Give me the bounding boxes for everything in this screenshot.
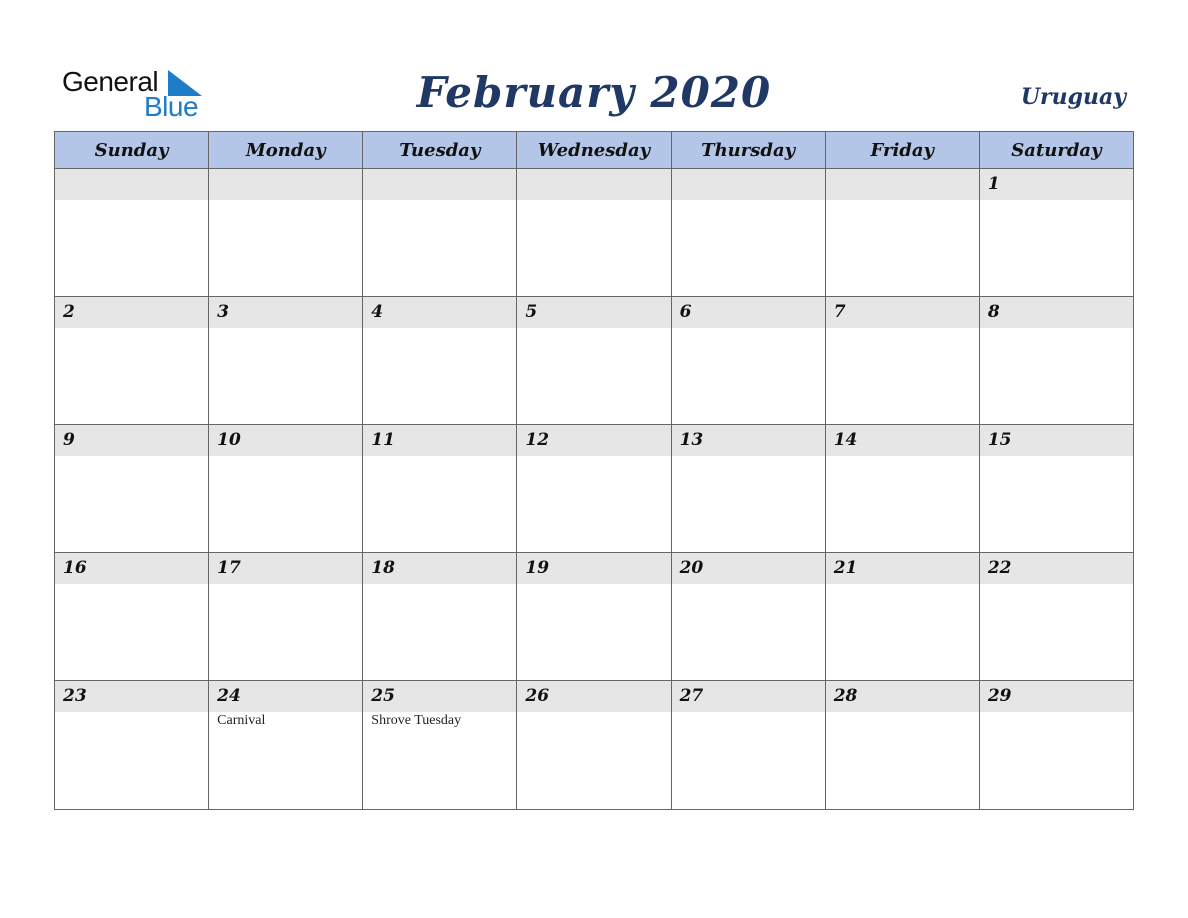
calendar-weeks xyxy=(55,169,1133,810)
day-cell xyxy=(826,297,980,424)
day-cell xyxy=(209,169,363,296)
day-number: 27 xyxy=(679,686,704,706)
day-number-band xyxy=(55,553,208,584)
day-number-band xyxy=(517,681,670,712)
day-number-band xyxy=(980,553,1133,584)
day-number: 6 xyxy=(679,302,692,322)
day-number-band xyxy=(55,169,208,200)
day-cell xyxy=(826,553,980,680)
day-cell xyxy=(826,681,980,810)
day-cell xyxy=(826,169,980,296)
day-number-band xyxy=(363,425,516,456)
day-cell xyxy=(209,425,363,552)
day-number: 15 xyxy=(987,430,1012,450)
week-row xyxy=(55,297,1133,425)
weekday-header-friday: Friday xyxy=(826,132,980,168)
day-cell xyxy=(980,297,1133,424)
day-number-band xyxy=(980,297,1133,328)
day-cell xyxy=(980,553,1133,680)
weekday-header-tuesday: Tuesday xyxy=(363,132,517,168)
day-cell xyxy=(672,553,826,680)
day-cell xyxy=(980,681,1133,810)
day-number: 13 xyxy=(679,430,704,450)
day-number-band xyxy=(55,681,208,712)
logo-text-general: General xyxy=(62,66,159,97)
week-row xyxy=(55,681,1133,810)
day-number-band xyxy=(209,169,362,200)
day-number-band xyxy=(363,681,516,712)
day-number: 19 xyxy=(525,558,550,578)
weekday-header-wednesday: Wednesday xyxy=(517,132,671,168)
weekday-header-row xyxy=(55,132,1133,169)
day-number: 29 xyxy=(987,686,1012,706)
day-number-band xyxy=(980,425,1133,456)
day-number: 2 xyxy=(63,302,75,322)
day-cell xyxy=(980,169,1133,296)
day-number-band xyxy=(517,553,670,584)
weekday-header-sunday: Sunday xyxy=(55,132,209,168)
day-number: 18 xyxy=(371,558,395,578)
day-cell xyxy=(363,425,517,552)
day-cell xyxy=(826,425,980,552)
holiday-label: Shrove Tuesday xyxy=(371,713,462,728)
day-number: 16 xyxy=(63,558,87,578)
day-cell xyxy=(55,681,209,810)
day-cell xyxy=(209,297,363,424)
day-number: 26 xyxy=(525,686,550,706)
day-number-band xyxy=(826,425,979,456)
weekday-header-saturday: Saturday xyxy=(1011,140,1102,161)
day-number-band xyxy=(363,169,516,200)
holiday-label: Carnival xyxy=(217,713,266,728)
day-number-band xyxy=(517,297,670,328)
day-number-band xyxy=(672,553,825,584)
day-cell xyxy=(672,681,826,810)
day-number: 21 xyxy=(833,558,858,578)
day-cell xyxy=(363,553,517,680)
day-number-band xyxy=(517,169,670,200)
day-number: 1 xyxy=(987,174,1000,194)
day-number: 4 xyxy=(371,302,384,322)
day-cell xyxy=(55,425,209,552)
day-number-band xyxy=(209,681,362,712)
day-number-band xyxy=(826,681,979,712)
day-number: 7 xyxy=(833,302,846,322)
day-cell xyxy=(672,169,826,296)
calendar-grid xyxy=(54,131,1134,810)
day-number-band xyxy=(826,553,979,584)
weekday-header-thursday: Thursday xyxy=(672,132,826,168)
day-number-band xyxy=(672,425,825,456)
day-cell xyxy=(55,297,209,424)
day-number-band xyxy=(209,297,362,328)
day-number-band xyxy=(55,297,208,328)
day-cell xyxy=(517,553,671,680)
week-row xyxy=(55,553,1133,681)
weekday-header-monday: Monday xyxy=(209,132,363,168)
day-number-band xyxy=(672,297,825,328)
day-number: 23 xyxy=(63,686,87,706)
day-number: 11 xyxy=(371,430,395,450)
day-number-band xyxy=(826,169,979,200)
day-number-band xyxy=(980,681,1133,712)
day-number: 9 xyxy=(63,430,75,450)
day-cell xyxy=(363,297,517,424)
day-number: 22 xyxy=(987,558,1012,578)
logo-text-blue: Blue xyxy=(144,91,199,122)
day-number-band xyxy=(517,425,670,456)
day-number: 17 xyxy=(217,558,241,578)
day-number: 25 xyxy=(371,686,395,706)
week-row xyxy=(55,425,1133,553)
day-cell xyxy=(517,681,671,810)
day-number: 5 xyxy=(525,302,538,322)
day-number: 8 xyxy=(987,302,1000,322)
day-cell xyxy=(363,169,517,296)
day-number-band xyxy=(826,297,979,328)
day-cell xyxy=(672,297,826,424)
day-number-band xyxy=(672,681,825,712)
day-cell xyxy=(517,169,671,296)
day-number-band xyxy=(55,425,208,456)
day-number: 3 xyxy=(217,302,229,322)
day-number: 20 xyxy=(679,558,704,578)
day-cell xyxy=(55,169,209,296)
day-number-band xyxy=(363,297,516,328)
day-cell xyxy=(363,681,517,810)
day-cell xyxy=(517,425,671,552)
day-cell xyxy=(980,425,1133,552)
page-title: February 2020 xyxy=(416,68,772,117)
day-cell xyxy=(209,681,363,810)
day-number-band xyxy=(363,553,516,584)
day-number: 12 xyxy=(525,430,550,450)
country-label: Uruguay xyxy=(1020,84,1126,110)
day-number-band xyxy=(209,553,362,584)
day-cell xyxy=(517,297,671,424)
day-cell xyxy=(209,553,363,680)
day-number-band xyxy=(672,169,825,200)
day-number: 24 xyxy=(217,686,241,706)
day-number: 28 xyxy=(833,686,858,706)
week-row xyxy=(55,169,1133,297)
day-number-band xyxy=(980,169,1133,200)
day-number: 10 xyxy=(217,430,241,450)
day-number: 14 xyxy=(833,430,858,450)
day-cell xyxy=(55,553,209,680)
day-cell xyxy=(672,425,826,552)
day-number-band xyxy=(209,425,362,456)
